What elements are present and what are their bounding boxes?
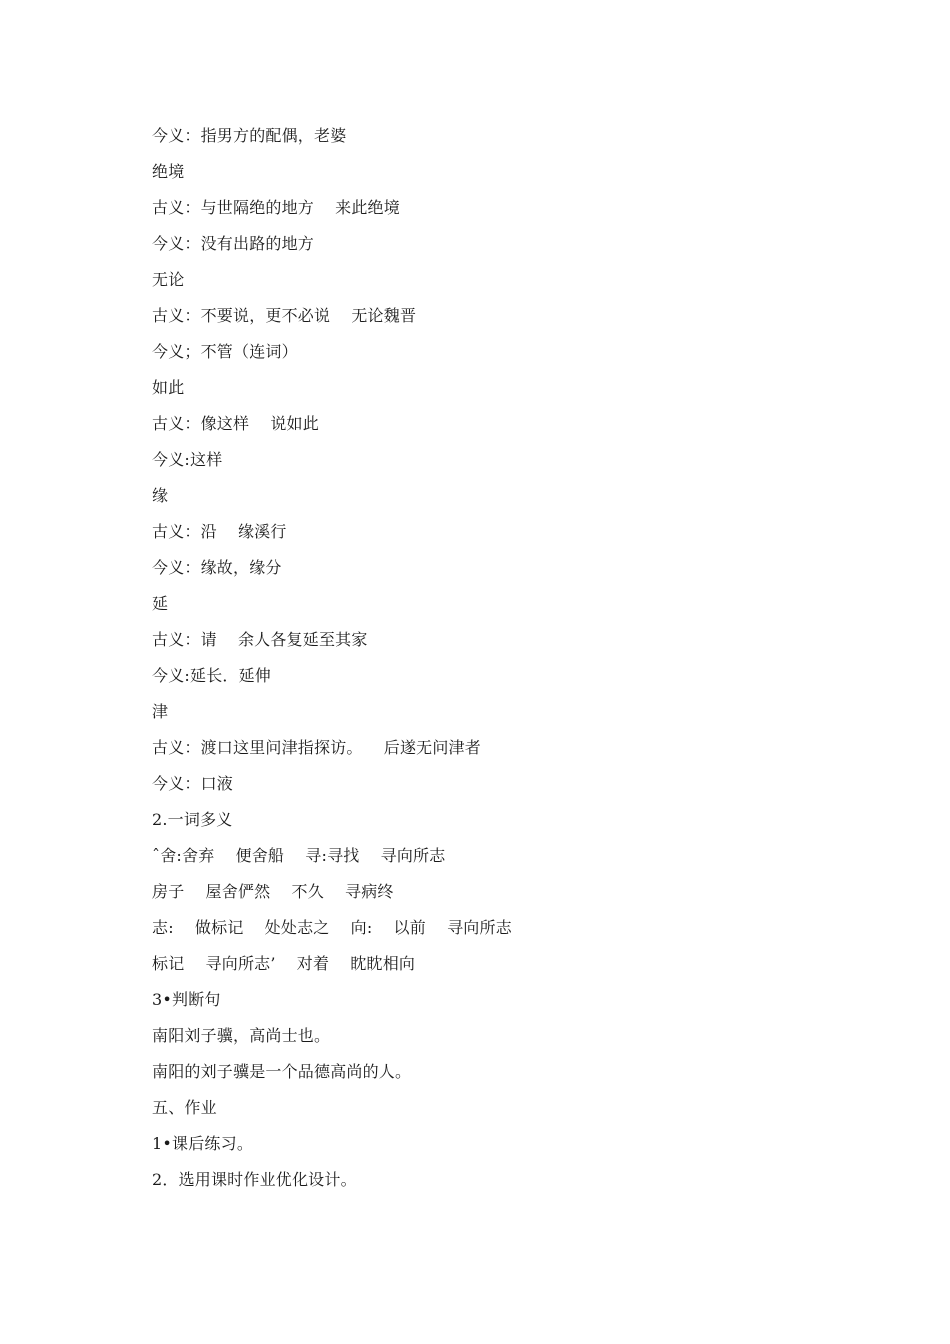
text-line: 古义：请 余人各复延至其家 xyxy=(152,630,368,649)
term-heading: 绝境 xyxy=(152,162,185,181)
text-line: 今义：缘故，缘分 xyxy=(152,558,282,577)
text-line: 今义：口液 xyxy=(152,774,234,793)
document-body xyxy=(152,124,872,1204)
text-line: 今义:这样 xyxy=(152,450,223,469)
text-line: 标记 寻向所志’ 对着 眈眈相向 xyxy=(152,954,416,973)
text-line: 古义：渡口这里问津指探访。 后遂无问津者 xyxy=(152,738,481,757)
section-heading: 五、作业 xyxy=(152,1098,217,1117)
text-line: 南阳的刘子骥是一个品德高尚的人。 xyxy=(152,1062,412,1081)
text-line: 南阳刘子骥，高尚士也。 xyxy=(152,1026,331,1045)
text-line: 今义；不管（连词） xyxy=(152,342,298,361)
text-line: 今义：指男方的配偶，老婆 xyxy=(152,126,347,145)
text-line: 古义：与世隔绝的地方 来此绝境 xyxy=(152,198,400,217)
text-line: 今义:延长．延伸 xyxy=(152,666,271,685)
section-heading: 3•判断句 xyxy=(152,990,221,1009)
term-heading: 缘 xyxy=(152,486,169,505)
text-line: 古义：不要说，更不必说 无论魏晋 xyxy=(152,306,417,325)
text-line: 2．选用课时作业优化设计。 xyxy=(152,1170,357,1189)
section-heading: 2.一词多义 xyxy=(152,810,233,829)
term-heading: 无论 xyxy=(152,270,185,289)
text-line: 1•课后练习。 xyxy=(152,1134,254,1153)
term-heading: 延 xyxy=(152,594,169,613)
text-line: 房子 屋舍俨然 不久 寻病终 xyxy=(152,882,394,901)
text-line: 志: 做标记 处处志之 向: 以前 寻向所志 xyxy=(152,918,512,937)
term-heading: 如此 xyxy=(152,378,185,397)
text-line: ˆ舍:舍弃 便舍船 寻:寻找 寻向所志 xyxy=(152,846,446,865)
text-line: 古义：沿 缘溪行 xyxy=(152,522,287,541)
term-heading: 津 xyxy=(152,702,169,721)
text-line: 今义：没有出路的地方 xyxy=(152,234,315,253)
text-line: 古义：像这样 说如此 xyxy=(152,414,319,433)
